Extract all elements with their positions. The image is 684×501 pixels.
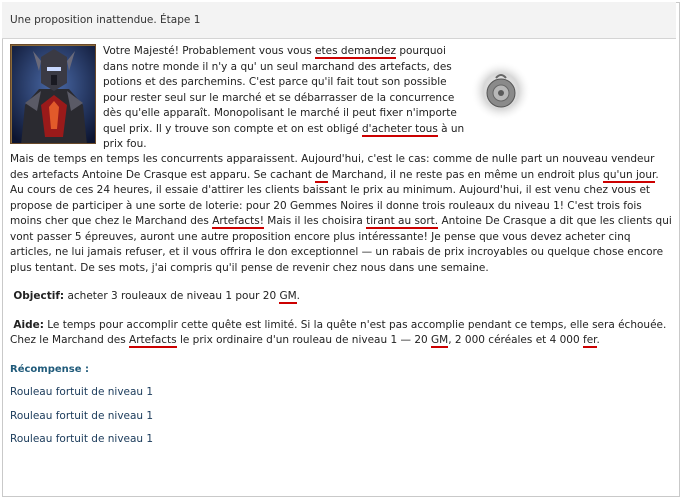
amulet-icon	[470, 60, 532, 122]
reward-item: Rouleau fortuit de niveau 1	[10, 409, 154, 422]
help-underlined-3: fer	[583, 334, 597, 346]
help-text-3: , 2 000 céréales et 4 000	[448, 334, 584, 346]
intro-underlined-2: d'acheter tous	[362, 122, 438, 135]
objective-text-1: acheter 3 rouleaux de niveau 1 pour 20	[64, 290, 280, 302]
help-text-2: le prix ordinaire d'un rouleau de niveau 1 — 20	[176, 334, 432, 346]
intro-text-2: pourquoi dans notre monde il n'y a qu' un seul marchand des artefacts, des potions et des parchemins. C'est parce qu'il fait tout son possible pour rester seul sur le marché et se débarrasser de la concurrence dès qu'elle apparaît. Monopolisant le marché il peut fixer n'importe quel prix. Il y trouve son compte et on est obligé	[103, 45, 457, 135]
reward-heading: Récompense :	[10, 363, 89, 375]
objective-underlined: GM	[279, 290, 297, 302]
story-underlined-1: de	[315, 168, 329, 181]
help-text-1: Le temps pour accomplir cette quête est limité. Si la quête n'est pas accomplie pendant ce temps, elle sera échouée. Chez le Marchand des	[10, 318, 667, 346]
help-paragraph	[10, 318, 672, 349]
objective-label: Objectif:	[13, 290, 65, 302]
objective-text-2: .	[296, 290, 301, 302]
character-portrait	[10, 44, 96, 144]
intro-text-3: à un prix fou.	[103, 122, 465, 150]
objective-paragraph	[10, 289, 672, 305]
reward-item: Rouleau fortuit de niveau 1	[10, 433, 154, 445]
quest-body	[10, 152, 672, 456]
story-underlined-3: Artefacts!	[212, 215, 264, 227]
story-text-5: Antoine De Crasque a dit que les clients qui vont passer 5 épreuves, auront une autre proposition encore plus intéressante! Je pense que vous devez acheter cinq articles, ne lui jamais refuser, et il vous offrira le don exceptionnel — un rabais de prix incroyables ou quelque chose encore plus tentant. De ses mots, j'ai compris qu'il pense de revenir chez nous dans une semaine.	[10, 215, 672, 274]
intro-underlined-1: etes demandez	[315, 45, 396, 57]
story-text-3: . Au cours de ces 24 heures, il essaie d'attirer les clients baissant le prix au minimum. Aujourd'hui, il est venu chez vous et propose de participer à une sorte de loterie: pour 20 Gemmes Noires il donne trois rouleaux du niveau 1! C'est trois fois moins cher que chez le Marchand des	[10, 168, 659, 227]
help-underlined-2: GM	[431, 334, 449, 346]
story-paragraph	[10, 152, 672, 276]
story-underlined-2: qu'un jour	[603, 168, 656, 181]
title-bar	[2, 2, 676, 39]
intro-text	[103, 44, 465, 153]
story-text-2: Marchand, il ne reste pas en même un endroit plus	[328, 168, 604, 181]
help-underlined-1: Artefacts	[129, 334, 177, 346]
story-text-4: Mais il les choisira	[263, 215, 367, 227]
help-text-4: .	[596, 334, 600, 346]
story-text-1: Mais de temps en temps les concurrents apparaissent. Aujourd'hui, c'est le cas: comme de nulle part un nouveau vendeur des artefacts Antoine De Crasque est apparu. Se cachant	[10, 153, 655, 181]
reward-item: Rouleau fortuit de niveau 1	[10, 386, 154, 398]
knight-portrait-image	[11, 45, 96, 144]
story-underlined-4: tirant au sort.	[366, 215, 439, 227]
intro-text-1: Votre Majesté! Probablement vous vous	[103, 45, 316, 57]
help-label: Aide:	[13, 318, 44, 331]
quest-title: Une proposition inattendue. Étape 1	[10, 14, 201, 26]
